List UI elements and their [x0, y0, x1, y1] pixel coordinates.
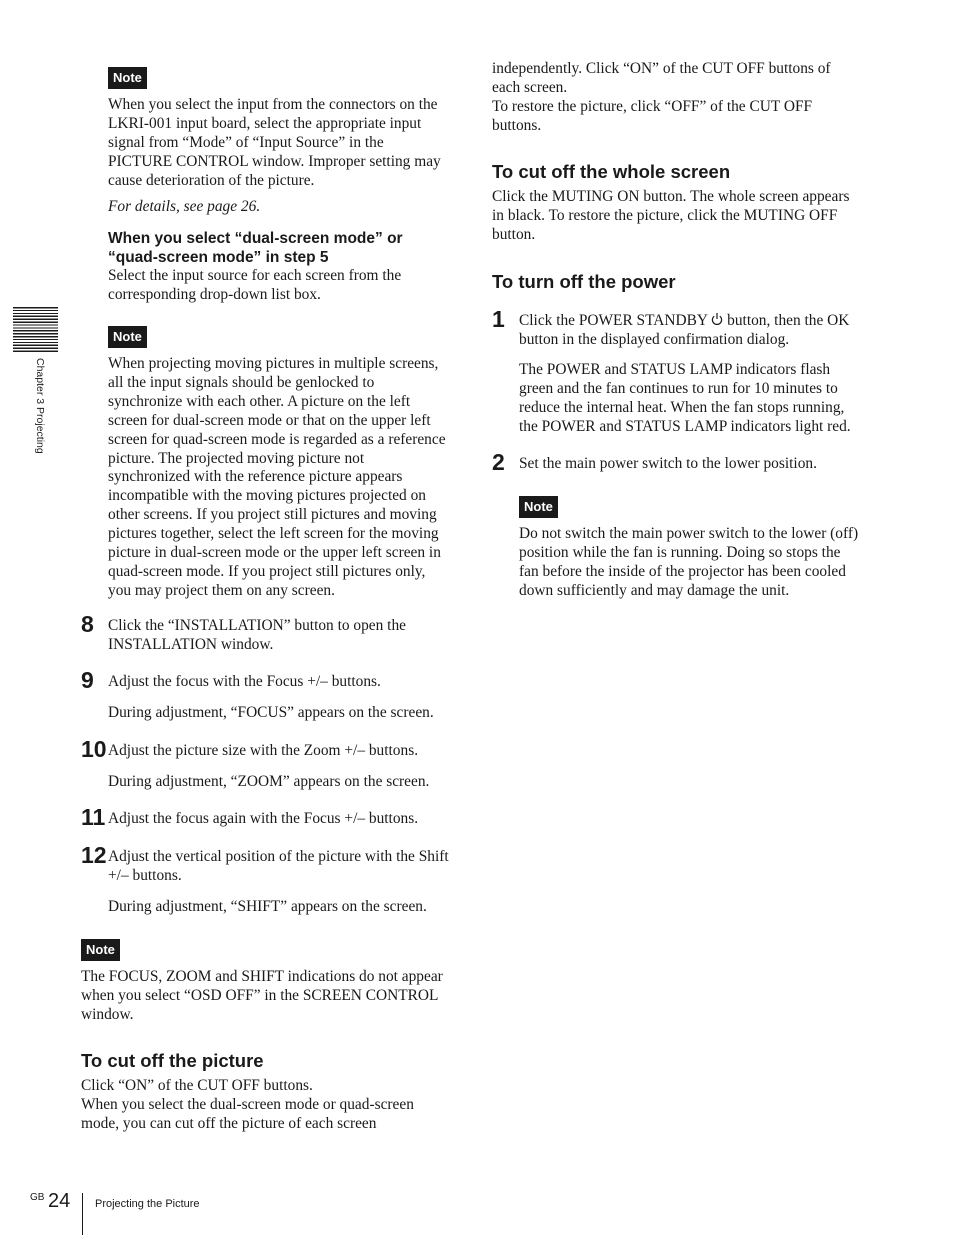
section-heading: To cut off the whole screen	[492, 161, 731, 182]
note-3-line: The FOCUS, ZOOM and SHIFT indications do not appear	[81, 968, 443, 985]
step-line-part: button, then the OK	[727, 312, 850, 329]
step-line: Adjust the vertical position of the picture with the Shift	[108, 848, 449, 865]
chapter-tab-marker	[13, 307, 58, 352]
note-4-line: down sufficiently and may damage the unit.	[519, 581, 790, 599]
step-number: 12	[81, 842, 107, 868]
footer-region: GB	[30, 1192, 45, 1203]
note-2-line: When projecting moving pictures in multiple screens,	[108, 355, 439, 372]
page-reference: For details, see page 26.	[108, 198, 261, 215]
whole-screen-line: button.	[492, 225, 536, 243]
note-4	[519, 496, 558, 518]
note-badge: Note	[519, 496, 558, 518]
note-2-line: screen for dual-screen mode or that on the upper left	[108, 411, 431, 429]
step-12	[108, 848, 468, 886]
power-standby-icon	[711, 312, 723, 326]
power-step-2: Set the main power switch to the lower position.	[519, 455, 817, 472]
step-note: During adjustment, “ZOOM” appears on the screen.	[108, 773, 430, 790]
note-4-line: Do not switch the main power switch to the lower (off)	[519, 525, 859, 542]
cut-picture-section	[81, 1050, 466, 1072]
note-2-line: other screens. If you project still pictures and moving	[108, 506, 437, 524]
note-3-body	[81, 968, 466, 1025]
note-1-line: LKRI-001 input board, select the appropriate input	[108, 114, 422, 132]
chapter-side-label: Chapter 3 Projecting	[34, 358, 46, 454]
step-number: 11	[81, 804, 106, 830]
note-2-line: screen for quad-screen mode is regarded as a reference	[108, 430, 446, 448]
step-number: 2	[492, 449, 505, 475]
step-detail-line: the POWER and STATUS LAMP indicators light red.	[519, 417, 851, 435]
note-2-line: incompatible with the moving pictures projected on	[108, 487, 426, 505]
step-line: Click the “INSTALLATION” button to open the	[108, 617, 406, 634]
note-1-line: cause deterioration of the picture.	[108, 171, 315, 189]
step-8	[108, 617, 468, 655]
whole-screen-body	[492, 188, 877, 245]
note-1	[108, 67, 468, 89]
step-line: Adjust the focus with the Focus +/– buttons.	[108, 673, 381, 690]
dual-mode-line: Select the input source for each screen from the	[108, 267, 402, 284]
note-1-line: PICTURE CONTROL window. Improper setting may	[108, 152, 441, 170]
cut-picture-body	[81, 1077, 466, 1134]
step-number: 9	[81, 667, 94, 693]
cut-continued-line: independently. Click “ON” of the CUT OFF buttons of	[492, 60, 831, 77]
step-line: Adjust the picture size with the Zoom +/– buttons.	[108, 742, 419, 759]
note-2-line: pictures together, select the left screen for the moving	[108, 525, 439, 543]
note-badge: Note	[108, 326, 147, 348]
cut-continued-line: buttons.	[492, 116, 542, 134]
note-2-line: picture. The projected moving picture not	[108, 449, 365, 467]
whole-screen-section	[492, 161, 877, 183]
step-note: During adjustment, “SHIFT” appears on the screen.	[108, 898, 427, 915]
step-9	[108, 673, 468, 692]
step-line: Adjust the focus again with the Focus +/– buttons.	[108, 810, 419, 827]
cut-picture-line: When you select the dual-screen mode or quad-screen	[81, 1095, 414, 1113]
note-badge: Note	[81, 939, 120, 961]
step-11	[108, 810, 468, 829]
power-step-1	[519, 312, 879, 350]
step-10	[108, 742, 468, 761]
note-4-line: position while the fan is running. Doing so stops the	[519, 543, 841, 561]
note-2-line: picture in dual-screen mode or the upper left screen in	[108, 544, 441, 562]
cut-continued-line: To restore the picture, click “OFF” of the CUT OFF	[492, 97, 813, 115]
step-detail-line: reduce the internal heat. When the fan stops running,	[519, 398, 845, 416]
cut-continued-line: each screen.	[492, 78, 568, 96]
step-detail-line: The POWER and STATUS LAMP indicators flash	[519, 361, 831, 378]
step-line: +/– buttons.	[108, 866, 182, 884]
note-badge: Note	[108, 67, 147, 89]
step-note: During adjustment, “FOCUS” appears on the screen.	[108, 704, 434, 721]
note-3	[81, 939, 120, 961]
step-line-part: Click the POWER STANDBY	[519, 312, 708, 329]
step-number: 10	[81, 736, 107, 762]
power-off-section	[492, 271, 877, 293]
step-line: INSTALLATION window.	[108, 635, 274, 653]
note-2-body	[108, 355, 468, 601]
note-2-line: you may project them on any screen.	[108, 581, 335, 599]
note-2-line: synchronized with the reference picture appears	[108, 468, 403, 486]
note-4-line: fan before the inside of the projector has been cooled	[519, 562, 846, 580]
section-heading: To turn off the power	[492, 271, 676, 292]
note-1-line: When you select the input from the connectors on the	[108, 96, 438, 113]
step-line: button in the displayed confirmation dialog.	[519, 330, 790, 348]
note-2-line: quad-screen mode. If you project still pictures only,	[108, 562, 426, 580]
whole-screen-line: Click the MUTING ON button. The whole screen appears	[492, 188, 850, 205]
dual-mode-section	[108, 229, 468, 305]
footer-divider	[82, 1193, 83, 1235]
footer-section-title: Projecting the Picture	[95, 1198, 200, 1210]
cut-picture-line: Click “ON” of the CUT OFF buttons.	[81, 1077, 313, 1094]
cut-picture-line: mode, you can cut off the picture of each screen	[81, 1114, 377, 1132]
step-line	[519, 312, 879, 331]
note-1-body	[108, 96, 468, 191]
note-2	[108, 326, 147, 348]
note-1-line: signal from “Mode” of “Input Source” in the	[108, 133, 384, 151]
note-2-line: synchronize with each other. A picture on the left	[108, 392, 411, 410]
section-heading: To cut off the picture	[81, 1050, 264, 1071]
cut-picture-continued	[492, 60, 877, 136]
power-step-1-detail	[519, 361, 879, 437]
whole-screen-line: in black. To restore the picture, click the MUTING OFF	[492, 206, 838, 224]
dual-mode-heading: When you select “dual-screen mode” or	[108, 230, 403, 247]
dual-mode-line: corresponding drop-down list box.	[108, 285, 321, 303]
note-3-line: when you select “OSD OFF” in the SCREEN CONTROL	[81, 986, 439, 1004]
step-number: 8	[81, 611, 94, 637]
step-number: 1	[492, 306, 505, 332]
note-3-line: window.	[81, 1005, 134, 1023]
page-number: 24	[48, 1190, 71, 1212]
dual-mode-heading: “quad-screen mode” in step 5	[108, 249, 329, 266]
note-2-line: all the input signals should be genlocked to	[108, 373, 375, 391]
step-detail-line: green and the fan continues to run for 10 minutes to	[519, 379, 838, 397]
note-4-body	[519, 525, 879, 601]
